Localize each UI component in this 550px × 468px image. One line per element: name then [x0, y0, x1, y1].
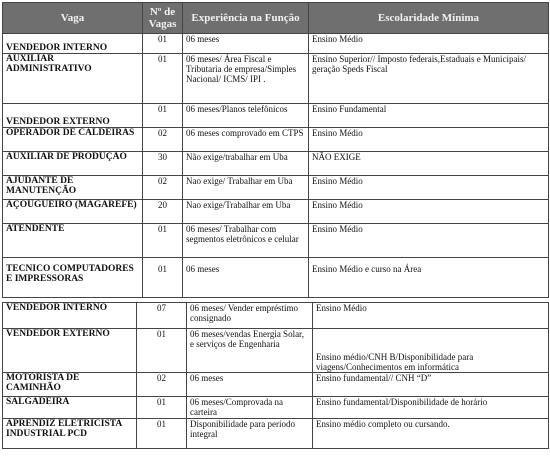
cell-escolaridade: Ensino fundamental/Disponibilidade de horário	[313, 397, 549, 419]
header-num-vagas: Nº de Vagas	[143, 3, 183, 34]
cell-experiencia: 06 meses	[187, 373, 313, 397]
header-escolaridade: Escolaridade Mínima	[309, 3, 549, 34]
cell-escolaridade: Ensino Médio	[309, 224, 549, 258]
cell-escolaridade: Ensino Médio	[313, 303, 549, 329]
cell-vaga: VENDEDOR EXTERNO	[3, 329, 137, 373]
job-table-top	[2, 2, 549, 298]
cell-escolaridade: Ensino Superior// Imposto federais,Estaduais e Municipais/ geração Speds Fiscal	[309, 54, 549, 104]
cell-experiencia: 06 meses/vendas Energia Solar, e serviços de Engenharia	[187, 329, 313, 373]
job-openings-sheet	[2, 2, 548, 449]
cell-escolaridade: Ensino Médio	[309, 176, 549, 200]
job-table-bottom	[2, 302, 549, 449]
table-row	[3, 303, 549, 329]
table-row	[3, 258, 549, 298]
cell-vagas: 01	[137, 329, 187, 373]
cell-vagas: 07	[137, 303, 187, 329]
cell-escolaridade: Ensino Médio e curso na Área	[309, 258, 549, 298]
cell-vagas: 02	[143, 176, 183, 200]
table-row	[3, 104, 549, 128]
cell-experiencia: 06 meses/Planos telefônicos	[183, 104, 309, 128]
cell-experiencia: 06 meses/ Vender empréstimo consignado	[187, 303, 313, 329]
cell-vaga: MOTORISTA DE CAMINHÃO	[3, 373, 137, 397]
cell-vaga: AÇOUGUEIRO (MAGAREFE)	[3, 200, 143, 224]
table-row	[3, 54, 549, 104]
header-vaga: Vaga	[3, 3, 143, 34]
cell-escolaridade: Ensino médio/CNH B/Disponibilidade para viagens/Conhecimentos em informática	[313, 329, 549, 373]
cell-experiencia: Disponibilidade para período integral	[187, 419, 313, 449]
cell-experiencia: Nao exige/Trabalhar em Uba	[183, 200, 309, 224]
cell-experiencia: 06 meses comprovado em CTPS	[183, 128, 309, 152]
cell-vagas: 01	[143, 224, 183, 258]
cell-experiencia: 06 meses/ Área Fiscal e Tributaria de empresa/Simples Nacional/ ICMS/ IPI .	[183, 54, 309, 104]
cell-vaga: VENDEDOR EXTERNO	[3, 104, 143, 128]
cell-vagas: 01	[137, 397, 187, 419]
cell-vagas: 30	[143, 152, 183, 176]
cell-vaga: AUXILIAR ADMINISTRATIVO	[3, 54, 143, 104]
cell-vagas: 01	[137, 419, 187, 449]
cell-escolaridade: Ensino Médio	[309, 128, 549, 152]
cell-experiencia: 06 meses	[183, 258, 309, 298]
table-row	[3, 397, 549, 419]
table-row	[3, 34, 549, 54]
cell-vagas: 01	[143, 258, 183, 298]
cell-escolaridade: Ensino Fundamental	[309, 104, 549, 128]
cell-vaga: TECNICO COMPUTADORES E IMPRESSORAS	[3, 258, 143, 298]
cell-vaga: AJUDANTE DE MANUTENÇÃO	[3, 176, 143, 200]
cell-vagas: 02	[143, 128, 183, 152]
table-row	[3, 329, 549, 373]
cell-vagas: 01	[143, 104, 183, 128]
cell-escolaridade: Ensino fundamental// CNH “D”	[313, 373, 549, 397]
cell-vagas: 20	[143, 200, 183, 224]
table-row	[3, 373, 549, 397]
table-row	[3, 128, 549, 152]
cell-escolaridade: Ensino Médio	[309, 200, 549, 224]
cell-vagas: 01	[143, 34, 183, 54]
cell-experiencia: 06 meses/ Trabalhar com segmentos eletrônicos e celular	[183, 224, 309, 258]
table-row	[3, 176, 549, 200]
cell-vaga: APRENDIZ ELETRICISTA INDUSTRIAL PCD	[3, 419, 137, 449]
table-row	[3, 152, 549, 176]
header-experiencia: Experiência na Função	[183, 3, 309, 34]
table-row	[3, 224, 549, 258]
cell-vaga: SALGADEIRA	[3, 397, 137, 419]
cell-experiencia: Não exige/trabalhar em Uba	[183, 152, 309, 176]
cell-escolaridade: Ensino Médio	[309, 34, 549, 54]
cell-escolaridade: Ensino médio completo ou cursando.	[313, 419, 549, 449]
cell-vaga: VENDEDOR INTERNO	[3, 34, 143, 54]
cell-vaga: VENDEDOR INTERNO	[3, 303, 137, 329]
cell-experiencia: 06 meses	[183, 34, 309, 54]
cell-experiencia: 06 meses/Comprovada na carteira	[187, 397, 313, 419]
table-header-row	[3, 3, 549, 34]
table-row	[3, 200, 549, 224]
cell-experiencia: Nao exige/ Trabalhar em Uba	[183, 176, 309, 200]
cell-vaga: OPERADOR DE CALDEIRAS	[3, 128, 143, 152]
cell-vaga: AUXILIAR DE PRODUÇÃO	[3, 152, 143, 176]
table-row	[3, 419, 549, 449]
cell-vaga: ATENDENTE	[3, 224, 143, 258]
cell-escolaridade: NÃO EXIGE	[309, 152, 549, 176]
cell-vagas: 01	[143, 54, 183, 104]
cell-vagas: 02	[137, 373, 187, 397]
